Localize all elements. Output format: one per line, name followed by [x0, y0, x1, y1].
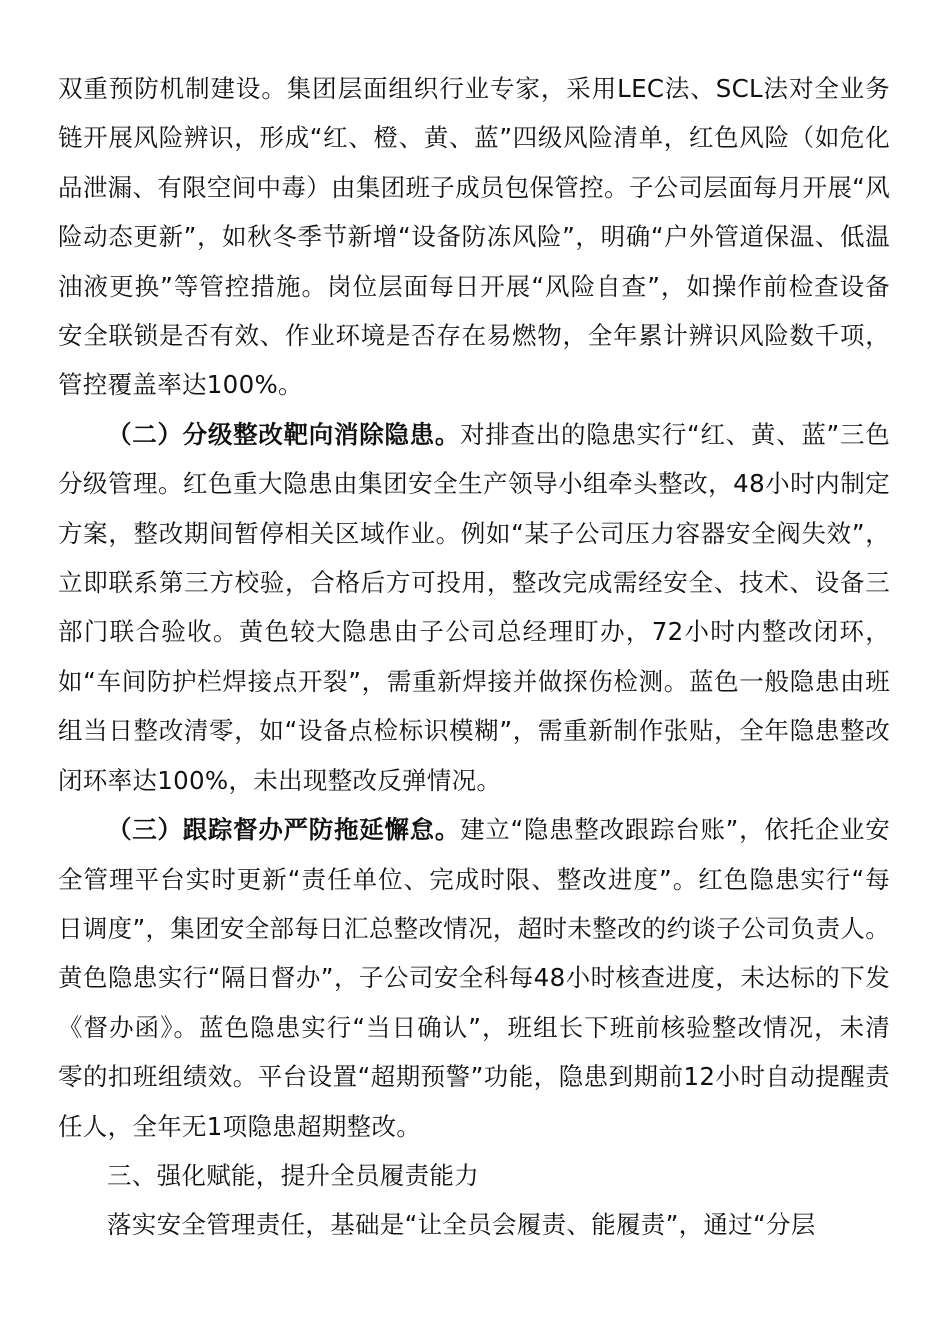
section-body-graded-rectification: 对排查出的隐患实行“红、黄、蓝”三色分级管理。红色重大隐患由集团安全生产领导小组牵头整改，48小时内制定方案，整改期间暂停相关区域作业。例如“某子公司压力容器安全阀失效”，立即联系第三方校验，合格后方可投用，整改完成需经安全、技术、设备三部门联合验收。黄色较大隐患由子公司总经理盯办，72小时内整改闭环，如“车间防护栏焊接点开裂”，需重新焊接并做探伤检测。蓝色一般隐患由班组当日整改清零，如“设备点检标识模糊”，需重新制作张贴，全年隐患整改闭环率达100%，未出现整改反弹情况。	[58, 419, 890, 795]
section-lead-graded-rectification: （二）分级整改靶向消除隐患。	[107, 419, 461, 449]
section-lead-tracking-supervision: （三）跟踪督办严防拖延懈怠。	[107, 815, 461, 845]
body-paragraph-graded-rectification	[58, 410, 890, 805]
body-paragraph-responsibility: 落实安全管理责任，基础是“让全员会履责、能履责”，通过“分层	[107, 1210, 816, 1240]
section-body-tracking-supervision: 建立“隐患整改跟踪台账”，依托企业安全管理平台实时更新“责任单位、完成时限、整改进度”。红色隐患实行“每日调度”，集团安全部每日汇总整改情况，超时未整改的约谈子公司负责人。黄色隐患实行“隔日督办”，子公司安全科每48小时核查进度，未达标的下发《督办函》。蓝色隐患实行“当日确认”，班组长下班前核验整改情况，未清零的扣班组绩效。平台设置“超期预警”功能，隐患到期前12小时自动提醒责任人，全年无1项隐患超期整改。	[58, 815, 890, 1141]
section-heading-empowerment: 三、强化赋能，提升全员履责能力	[107, 1160, 479, 1190]
body-paragraph-tracking-supervision	[58, 805, 890, 1151]
document-page	[58, 64, 890, 1250]
body-paragraph-risk-identification: 双重预防机制建设。集团层面组织行业专家，采用LEC法、SCL法对全业务链开展风险辨识，形成“红、橙、黄、蓝”四级风险清单，红色风险（如危化品泄漏、有限空间中毒）由集团班子成员包保管控。子公司层面每月开展“风险动态更新”，如秋冬季节新增“设备防冻风险”，明确“户外管道保温、低温油液更换”等管控措施。岗位层面每日开展“风险自查”，如操作前检查设备安全联锁是否有效、作业环境是否存在易燃物，全年累计辨识风险数千项，管控覆盖率达100%。	[58, 74, 890, 400]
